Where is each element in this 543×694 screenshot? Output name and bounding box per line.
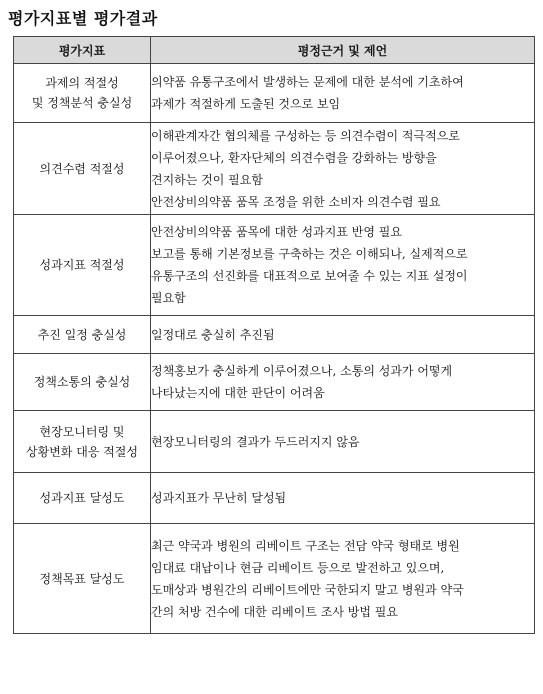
indicator-line: 현장모니터링 및 [39,424,125,439]
result-cell [151,215,535,316]
result-line: 보고를 통해 기본정보를 구축하는 것은 이해되나, 실제적으로 [151,247,468,261]
result-cell [151,473,535,524]
indicator-cell [14,316,151,354]
result-cell [151,64,535,123]
table-row [14,123,535,215]
indicator-line: 정책목표 달성도 [39,571,125,586]
result-line: 최근 약국과 병원의 리베이트 구조는 전담 약국 형태로 병원 [151,538,460,553]
result-line: 이해관계자간 협의체를 구성하는 등 의견수렴이 적극적으로 [151,128,460,143]
result-line: 이루어졌으나, 환자단체의 의견수렴을 강화하는 방향을 [151,150,437,165]
header-indicator: 평가지표 [14,37,151,64]
table-row [14,316,535,354]
result-line: 유통구조의 선진화를 대표적으로 보여줄 수 있는 지표 설정이 [151,269,468,283]
table-row [14,473,535,524]
result-line: 안전상비의약품 품목에 대한 성과지표 반영 필요 [151,225,402,239]
evaluation-table [13,36,535,634]
indicator-line: 추진 일정 충실성 [37,327,127,342]
result-line: 의약품 유통구조에서 발생하는 문제에 대한 분석에 기초하여 [151,75,464,89]
result-line: 견지하는 것이 필요함 [151,172,263,187]
result-line: 성과지표가 무난히 달성됨 [151,491,287,505]
indicator-line: 과제의 적절성 [45,76,119,90]
page-title: 평가지표별 평가결과 [8,9,158,28]
table-row [14,411,535,473]
table-header-row [14,37,535,64]
result-line: 과제가 적절하게 도출된 것으로 보임 [151,97,341,111]
result-cell [151,123,535,215]
result-line: 일정대로 충실히 추진됨 [151,327,275,342]
indicator-cell [14,411,151,473]
indicator-line: 성과지표 달성도 [39,491,125,505]
indicator-line: 상황변화 대응 적절성 [26,444,138,459]
table-row [14,524,535,634]
result-cell [151,411,535,473]
header-result: 평정근거 및 제언 [151,37,535,64]
result-line: 정책홍보가 충실하게 이루어졌으나, 소통의 성과가 어떻게 [151,364,453,378]
table-row [14,215,535,316]
result-line: 나타났는지에 대한 판단이 어려움 [151,386,325,400]
indicator-cell [14,64,151,123]
result-line: 임대료 대납이나 현금 리베이트 등으로 발전하고 있으며, [151,560,445,575]
indicator-cell [14,473,151,524]
indicator-line: 정책소통의 충실성 [33,375,131,389]
indicator-line: 및 정책분석 충실성 [31,96,133,110]
indicator-cell [14,524,151,634]
result-line: 간의 처방 건수에 대한 리베이트 조사 방법 필요 [151,604,398,619]
indicator-line: 의견수렴 적절성 [39,161,125,176]
result-cell [151,354,535,411]
table-row [14,354,535,411]
result-cell [151,316,535,354]
indicator-cell [14,123,151,215]
indicator-cell [14,215,151,316]
result-line: 안전상비의약품 품목 조정을 위한 소비자 의견수렴 필요 [151,194,441,209]
result-cell [151,524,535,634]
indicator-cell [14,354,151,411]
table-row [14,64,535,123]
result-line: 현장모니터링의 결과가 두드러지지 않음 [151,434,360,449]
result-line: 도매상과 병원간의 리베이트에만 국한되지 말고 병원과 약국 [151,582,464,597]
indicator-line: 성과지표 적절성 [39,258,125,272]
result-line: 필요함 [151,291,186,305]
